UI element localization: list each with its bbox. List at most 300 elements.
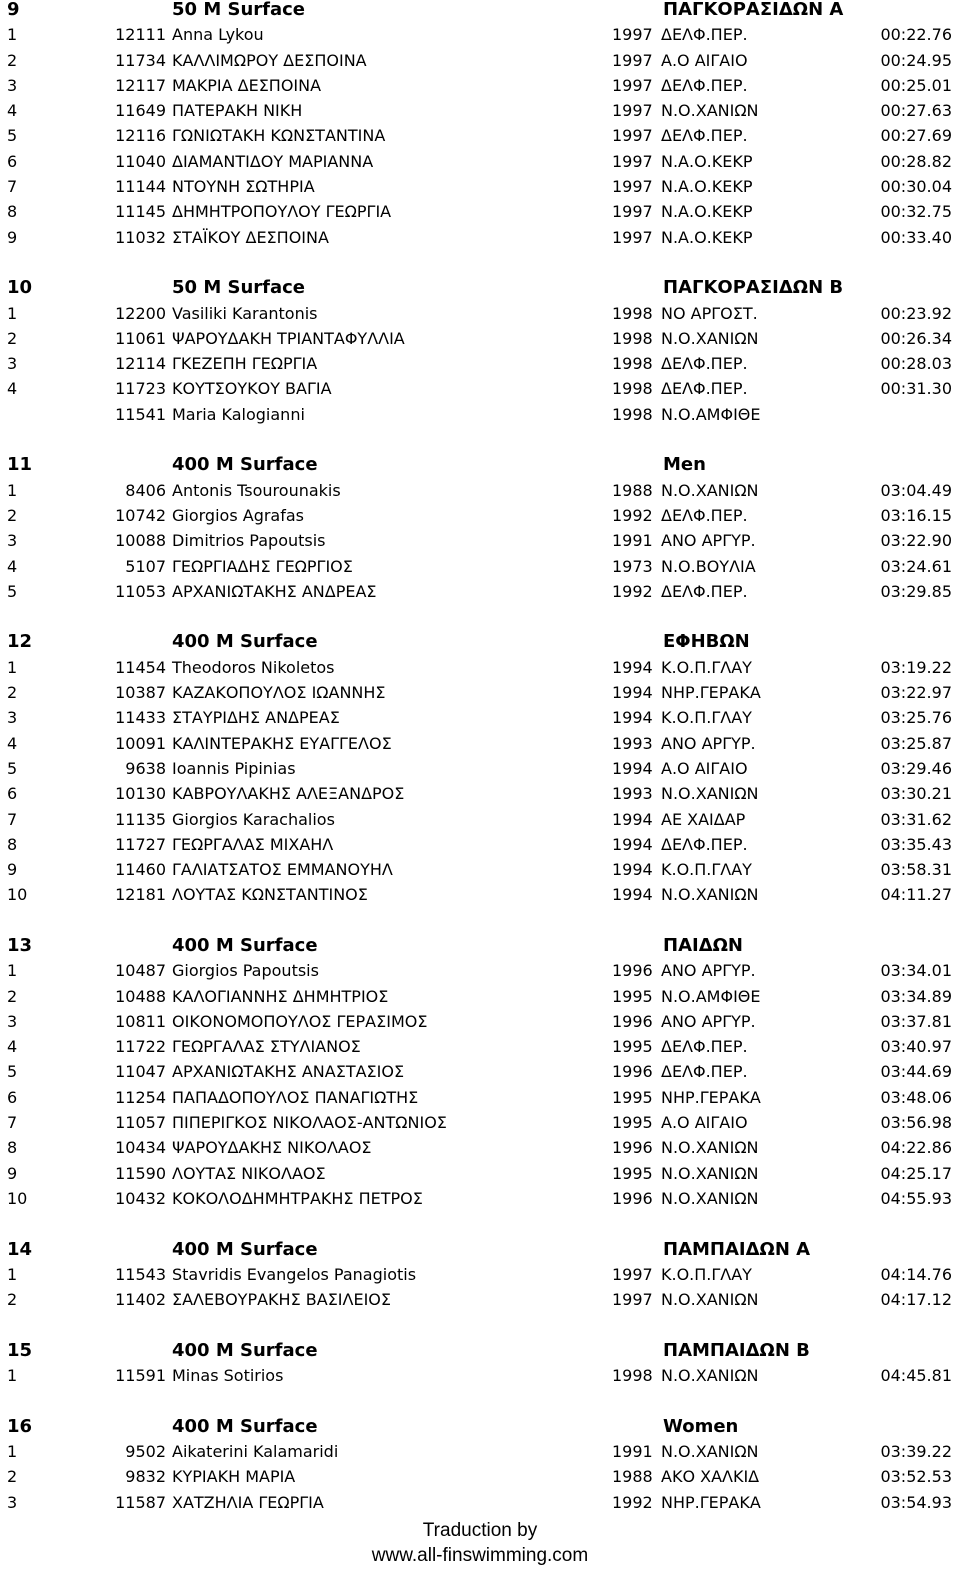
result-name: Maria Kalogianni bbox=[172, 404, 305, 424]
event-title: 50 M Surface bbox=[172, 0, 306, 20]
result-license: 11591 bbox=[115, 1366, 166, 1386]
result-year: 1994 bbox=[612, 860, 653, 880]
result-row bbox=[0, 781, 960, 806]
result-club: Κ.Ο.Π.ΓΛΑΥ bbox=[661, 1264, 752, 1284]
event-category: Men bbox=[663, 454, 706, 476]
result-club: Ν.Ο.ΑΜΦΙΘΕ bbox=[661, 986, 761, 1006]
result-year: 1997 bbox=[612, 1264, 653, 1284]
result-club: ΔΕΛΦ.ΠΕΡ. bbox=[661, 1062, 748, 1082]
result-license: 11649 bbox=[115, 101, 166, 121]
result-name: ΔΙΑΜΑΝΤΙΔΟΥ ΜΑΡΙΑΝΝΑ bbox=[172, 151, 374, 171]
result-license: 11541 bbox=[115, 404, 166, 424]
result-row bbox=[0, 579, 960, 604]
result-time: 03:56.98 bbox=[880, 1113, 952, 1133]
result-time: 00:27.63 bbox=[880, 101, 952, 121]
result-time: 03:34.01 bbox=[880, 961, 952, 981]
event-number: 15 bbox=[7, 1339, 33, 1361]
result-club: Ν.Ο.ΧΑΝΙΩΝ bbox=[661, 1138, 759, 1158]
result-license: 11145 bbox=[115, 202, 166, 222]
result-club: Α.Ο ΑΙΓΑΙΟ bbox=[661, 758, 748, 778]
event-number: 11 bbox=[7, 454, 33, 476]
result-license: 10088 bbox=[115, 531, 166, 551]
result-year: 1997 bbox=[612, 227, 653, 247]
result-club: Ν.Α.Ο.ΚΕΚΡ bbox=[661, 151, 753, 171]
event-number: 12 bbox=[7, 631, 33, 653]
event-category: ΠΑΙΔΩΝ bbox=[663, 934, 743, 956]
result-time: 03:25.87 bbox=[880, 733, 952, 753]
result-club: Ν.Ο.ΧΑΝΙΩΝ bbox=[661, 1366, 759, 1386]
event-header bbox=[0, 933, 960, 958]
result-place: 3 bbox=[7, 75, 18, 95]
result-place: 2 bbox=[7, 328, 18, 348]
result-year: 1995 bbox=[612, 1087, 653, 1107]
result-license: 11454 bbox=[115, 657, 166, 677]
result-place: 5 bbox=[7, 126, 18, 146]
result-year: 1998 bbox=[612, 404, 653, 424]
result-name: Minas Sotirios bbox=[172, 1366, 284, 1386]
result-row bbox=[0, 1059, 960, 1084]
result-row bbox=[0, 1009, 960, 1034]
result-name: ΛΟΥΤΑΣ ΝΙΚΟΛΑΟΣ bbox=[172, 1163, 326, 1183]
event-number: 10 bbox=[7, 277, 33, 299]
result-place: 4 bbox=[7, 379, 18, 399]
result-time: 00:31.30 bbox=[880, 379, 952, 399]
result-license: 11587 bbox=[115, 1492, 166, 1512]
result-license: 11061 bbox=[115, 328, 166, 348]
event-category: ΠΑΓΚΟΡΑΣΙΔΩΝ Α bbox=[663, 0, 844, 20]
result-time: 04:14.76 bbox=[880, 1264, 952, 1284]
result-club: Κ.Ο.Π.ΓΛΑΥ bbox=[661, 860, 752, 880]
result-place: 7 bbox=[7, 177, 18, 197]
result-time: 00:28.82 bbox=[880, 151, 952, 171]
event-title: 400 M Surface bbox=[172, 1339, 318, 1361]
result-row bbox=[0, 478, 960, 503]
result-row bbox=[0, 1186, 960, 1211]
result-club: ΑΝΟ ΑΡΓΥΡ. bbox=[661, 733, 756, 753]
result-name: ΨΑΡΟΥΔΑΚΗ ΤΡΙΑΝΤΑΦΥΛΛΙΑ bbox=[172, 328, 405, 348]
footer-credit: Traduction by bbox=[422, 1520, 538, 1541]
result-name: Giorgios Agrafas bbox=[172, 505, 304, 525]
result-license: 9502 bbox=[125, 1441, 166, 1461]
result-name: ΚΥΡΙΑΚΗ ΜΑΡΙΑ bbox=[172, 1467, 296, 1487]
result-place: 1 bbox=[7, 1264, 18, 1284]
result-time: 03:52.53 bbox=[880, 1467, 952, 1487]
result-name: ΧΑΤΖΗΛΙΑ ΓΕΩΡΓΙΑ bbox=[172, 1492, 324, 1512]
result-club: Ν.Ο.ΧΑΝΙΩΝ bbox=[661, 480, 759, 500]
result-place: 3 bbox=[7, 708, 18, 728]
result-license: 11433 bbox=[115, 708, 166, 728]
result-club: ΔΕΛΦ.ΠΕΡ. bbox=[661, 1037, 748, 1057]
result-place: 3 bbox=[7, 1011, 18, 1031]
result-row bbox=[0, 1262, 960, 1287]
result-place: 8 bbox=[7, 1138, 18, 1158]
result-time: 03:30.21 bbox=[880, 784, 952, 804]
result-row bbox=[0, 984, 960, 1009]
result-place: 6 bbox=[7, 1087, 18, 1107]
result-time: 03:40.97 bbox=[880, 1037, 952, 1057]
result-place: 4 bbox=[7, 733, 18, 753]
event-title: 400 M Surface bbox=[172, 454, 318, 476]
result-time: 03:16.15 bbox=[880, 505, 952, 525]
result-year: 1997 bbox=[612, 202, 653, 222]
result-year: 1998 bbox=[612, 1366, 653, 1386]
result-club: Ν.Ο.ΧΑΝΙΩΝ bbox=[661, 1290, 759, 1310]
result-license: 12114 bbox=[115, 354, 166, 374]
result-time: 03:37.81 bbox=[880, 1011, 952, 1031]
result-name: ΚΑΛΛΙΜΩΡΟΥ ΔΕΣΠΟΙΝΑ bbox=[172, 50, 367, 70]
event-header bbox=[0, 1237, 960, 1262]
result-club: ΝΗΡ.ΓΕΡΑΚΑ bbox=[661, 683, 761, 703]
result-place: 2 bbox=[7, 1290, 18, 1310]
result-name: ΚΟΥΤΣΟΥΚΟΥ ΒΑΓΙΑ bbox=[172, 379, 332, 399]
result-place: 2 bbox=[7, 986, 18, 1006]
result-row bbox=[0, 680, 960, 705]
event-number: 16 bbox=[7, 1415, 33, 1437]
result-club: Ν.Α.Ο.ΚΕΚΡ bbox=[661, 227, 753, 247]
result-name: ΣΤΑΪΚΟΥ ΔΕΣΠΟΙΝΑ bbox=[172, 227, 329, 247]
result-license: 11032 bbox=[115, 227, 166, 247]
event-category: ΠΑΜΠΑΙΔΩΝ Β bbox=[663, 1339, 810, 1361]
event-header bbox=[0, 1414, 960, 1439]
result-name: ΟΙΚΟΝΟΜΟΠΟΥΛΟΣ ΓΕΡΑΣΙΜΟΣ bbox=[172, 1011, 428, 1031]
result-license: 11402 bbox=[115, 1290, 166, 1310]
result-license: 11543 bbox=[115, 1264, 166, 1284]
result-year: 1997 bbox=[612, 151, 653, 171]
result-year: 1994 bbox=[612, 834, 653, 854]
result-name: ΛΟΥΤΑΣ ΚΩΝΣΤΑΝΤΙΝΟΣ bbox=[172, 885, 368, 905]
result-time: 03:34.89 bbox=[880, 986, 952, 1006]
result-license: 11727 bbox=[115, 834, 166, 854]
result-year: 1998 bbox=[612, 379, 653, 399]
result-row bbox=[0, 1161, 960, 1186]
result-row bbox=[0, 503, 960, 528]
result-place: 10 bbox=[7, 1188, 28, 1208]
result-time: 03:22.90 bbox=[880, 531, 952, 551]
result-license: 11047 bbox=[115, 1062, 166, 1082]
result-time: 03:44.69 bbox=[880, 1062, 952, 1082]
result-name: ΚΟΚΟΛΟΔΗΜΗΤΡΑΚΗΣ ΠΕΤΡΟΣ bbox=[172, 1188, 423, 1208]
event-category: Women bbox=[663, 1415, 739, 1437]
result-time: 03:04.49 bbox=[880, 480, 952, 500]
result-year: 1992 bbox=[612, 1492, 653, 1512]
event-category: ΠΑΓΚΟΡΑΣΙΔΩΝ Β bbox=[663, 277, 844, 299]
result-row bbox=[0, 22, 960, 47]
result-club: ΔΕΛΦ.ΠΕΡ. bbox=[661, 75, 748, 95]
result-year: 1997 bbox=[612, 50, 653, 70]
result-row bbox=[0, 807, 960, 832]
result-year: 1996 bbox=[612, 1062, 653, 1082]
result-name: ΓΕΩΡΓΑΛΑΣ ΣΤΥΛΙΑΝΟΣ bbox=[172, 1037, 361, 1057]
result-club: ΔΕΛΦ.ΠΕΡ. bbox=[661, 354, 748, 374]
spacer bbox=[0, 1388, 960, 1413]
result-row bbox=[0, 857, 960, 882]
spacer bbox=[0, 1312, 960, 1337]
result-license: 12116 bbox=[115, 126, 166, 146]
result-place: 5 bbox=[7, 1062, 18, 1082]
result-time: 03:54.93 bbox=[880, 1492, 952, 1512]
result-time: 00:22.76 bbox=[880, 25, 952, 45]
result-row bbox=[0, 1110, 960, 1135]
result-license: 11722 bbox=[115, 1037, 166, 1057]
result-club: Ν.Ο.ΧΑΝΙΩΝ bbox=[661, 784, 759, 804]
result-year: 1993 bbox=[612, 784, 653, 804]
result-place: 6 bbox=[7, 151, 18, 171]
result-row bbox=[0, 326, 960, 351]
result-row bbox=[0, 351, 960, 376]
result-place: 9 bbox=[7, 860, 18, 880]
result-time: 03:35.43 bbox=[880, 834, 952, 854]
result-name: ΣΤΑΥΡΙΔΗΣ ΑΝΔΡΕΑΣ bbox=[172, 708, 340, 728]
result-time: 03:31.62 bbox=[880, 809, 952, 829]
result-place: 1 bbox=[7, 657, 18, 677]
footer-website: www.all-finswimming.com bbox=[371, 1545, 589, 1566]
result-year: 1994 bbox=[612, 683, 653, 703]
result-license: 12200 bbox=[115, 303, 166, 323]
result-year: 1991 bbox=[612, 1441, 653, 1461]
result-year: 1988 bbox=[612, 1467, 653, 1487]
result-club: Ν.Ο.ΧΑΝΙΩΝ bbox=[661, 1163, 759, 1183]
result-row bbox=[0, 1135, 960, 1160]
result-time: 00:23.92 bbox=[880, 303, 952, 323]
result-license: 11040 bbox=[115, 151, 166, 171]
result-row bbox=[0, 1034, 960, 1059]
result-club: Ν.Ο.ΑΜΦΙΘΕ bbox=[661, 404, 761, 424]
result-year: 1998 bbox=[612, 328, 653, 348]
result-place: 4 bbox=[7, 556, 18, 576]
result-year: 1997 bbox=[612, 25, 653, 45]
result-place: 1 bbox=[7, 1441, 18, 1461]
result-time: 03:29.46 bbox=[880, 758, 952, 778]
event-header bbox=[0, 629, 960, 654]
result-club: Ν.Ο.ΧΑΝΙΩΝ bbox=[661, 328, 759, 348]
result-license: 10742 bbox=[115, 505, 166, 525]
result-time: 00:32.75 bbox=[880, 202, 952, 222]
result-row bbox=[0, 1464, 960, 1489]
result-license: 11144 bbox=[115, 177, 166, 197]
result-place: 1 bbox=[7, 25, 18, 45]
result-club: ΑΝΟ ΑΡΓΥΡ. bbox=[661, 531, 756, 551]
event-number: 13 bbox=[7, 934, 33, 956]
result-name: Ioannis Pipinias bbox=[172, 758, 296, 778]
result-club: ΑΝΟ ΑΡΓΥΡ. bbox=[661, 961, 756, 981]
event-title: 400 M Surface bbox=[172, 1415, 318, 1437]
result-time: 04:22.86 bbox=[880, 1138, 952, 1158]
result-row bbox=[0, 225, 960, 250]
result-license: 10487 bbox=[115, 961, 166, 981]
result-name: ΠΑΠΑΔΟΠΟΥΛΟΣ ΠΑΝΑΓΙΩΤΗΣ bbox=[172, 1087, 419, 1107]
result-club: ΝΗΡ.ΓΕΡΑΚΑ bbox=[661, 1087, 761, 1107]
event-title: 400 M Surface bbox=[172, 934, 318, 956]
result-time: 00:25.01 bbox=[880, 75, 952, 95]
result-time: 00:30.04 bbox=[880, 177, 952, 197]
result-row bbox=[0, 1287, 960, 1312]
result-row bbox=[0, 1363, 960, 1388]
result-club: ΑΕ ΧΑΙΔΑΡ bbox=[661, 809, 746, 829]
result-license: 9638 bbox=[125, 758, 166, 778]
result-name: ΜΑΚΡΙΑ ΔΕΣΠΟΙΝΑ bbox=[172, 75, 322, 95]
result-time: 03:58.31 bbox=[880, 860, 952, 880]
result-name: ΚΑΖΑΚΟΠΟΥΛΟΣ ΙΩΑΝΝΗΣ bbox=[172, 683, 386, 703]
result-name: Aikaterini Kalamaridi bbox=[172, 1441, 339, 1461]
event-number: 9 bbox=[7, 0, 20, 20]
result-place: 6 bbox=[7, 784, 18, 804]
result-club: Ν.Ο.ΧΑΝΙΩΝ bbox=[661, 1188, 759, 1208]
result-time: 03:22.97 bbox=[880, 683, 952, 703]
result-club: Ν.Α.Ο.ΚΕΚΡ bbox=[661, 177, 753, 197]
result-row bbox=[0, 554, 960, 579]
result-year: 1997 bbox=[612, 177, 653, 197]
spacer bbox=[0, 1211, 960, 1236]
result-club: Κ.Ο.Π.ΓΛΑΥ bbox=[661, 657, 752, 677]
result-license: 9832 bbox=[125, 1467, 166, 1487]
result-time: 00:27.69 bbox=[880, 126, 952, 146]
result-row bbox=[0, 1085, 960, 1110]
result-name: ΚΑΛΙΝΤΕΡΑΚΗΣ ΕΥΑΓΓΕΛΟΣ bbox=[172, 733, 392, 753]
result-license: 11053 bbox=[115, 581, 166, 601]
result-place: 5 bbox=[7, 758, 18, 778]
result-club: Ν.Ο.ΧΑΝΙΩΝ bbox=[661, 101, 759, 121]
result-year: 1996 bbox=[612, 1188, 653, 1208]
spacer bbox=[0, 604, 960, 629]
result-club: ΑΝΟ ΑΡΓΥΡ. bbox=[661, 1011, 756, 1031]
result-place: 2 bbox=[7, 50, 18, 70]
result-time: 00:28.03 bbox=[880, 354, 952, 374]
event-category: ΕΦΗΒΩΝ bbox=[663, 631, 750, 653]
event-header bbox=[0, 275, 960, 300]
event-title: 400 M Surface bbox=[172, 1238, 318, 1260]
result-time: 03:25.76 bbox=[880, 708, 952, 728]
result-year: 1994 bbox=[612, 708, 653, 728]
result-year: 1996 bbox=[612, 1138, 653, 1158]
result-year: 1994 bbox=[612, 809, 653, 829]
result-name: ΑΡΧΑΝΙΩΤΑΚΗΣ ΑΝΔΡΕΑΣ bbox=[172, 581, 377, 601]
result-time: 03:39.22 bbox=[880, 1441, 952, 1461]
result-place: 1 bbox=[7, 303, 18, 323]
result-year: 1993 bbox=[612, 733, 653, 753]
result-name: ΨΑΡΟΥΔΑΚΗΣ ΝΙΚΟΛΑΟΣ bbox=[172, 1138, 372, 1158]
result-name: Stavridis Evangelos Panagiotis bbox=[172, 1264, 417, 1284]
result-name: Dimitrios Papoutsis bbox=[172, 531, 326, 551]
result-license: 10091 bbox=[115, 733, 166, 753]
result-club: Ν.Ο.ΒΟΥΛΙΑ bbox=[661, 556, 756, 576]
result-row bbox=[0, 882, 960, 907]
event-header bbox=[0, 452, 960, 477]
result-year: 1995 bbox=[612, 1037, 653, 1057]
result-name: ΓΕΩΡΓΙΑΔΗΣ ΓΕΩΡΓΙΟΣ bbox=[172, 556, 353, 576]
result-row bbox=[0, 98, 960, 123]
result-name: ΝΤΟΥΝΗ ΣΩΤΗΡΙΑ bbox=[172, 177, 315, 197]
result-name: ΑΡΧΑΝΙΩΤΑΚΗΣ ΑΝΑΣΤΑΣΙΟΣ bbox=[172, 1062, 405, 1082]
result-club: ΔΕΛΦ.ΠΕΡ. bbox=[661, 581, 748, 601]
result-name: ΚΑΒΡΟΥΛΑΚΗΣ ΑΛΕΞΑΝΔΡΟΣ bbox=[172, 784, 405, 804]
result-place: 8 bbox=[7, 202, 18, 222]
result-year: 1994 bbox=[612, 885, 653, 905]
result-time: 00:33.40 bbox=[880, 227, 952, 247]
event-title: 400 M Surface bbox=[172, 631, 318, 653]
result-time: 03:29.85 bbox=[880, 581, 952, 601]
result-name: ΓΚΕΖΕΠΗ ΓΕΩΡΓΙΑ bbox=[172, 354, 318, 374]
result-license: 12117 bbox=[115, 75, 166, 95]
result-club: ΔΕΛΦ.ΠΕΡ. bbox=[661, 834, 748, 854]
result-club: ΔΕΛΦ.ΠΕΡ. bbox=[661, 126, 748, 146]
result-name: ΓΩΝΙΩΤΑΚΗ ΚΩΝΣΤΑΝΤΙΝΑ bbox=[172, 126, 386, 146]
result-license: 11254 bbox=[115, 1087, 166, 1107]
result-year: 1997 bbox=[612, 1290, 653, 1310]
result-place: 3 bbox=[7, 1492, 18, 1512]
result-row bbox=[0, 655, 960, 680]
result-year: 1991 bbox=[612, 531, 653, 551]
result-name: ΔΗΜΗΤΡΟΠΟΥΛΟΥ ΓΕΩΡΓΙΑ bbox=[172, 202, 392, 222]
result-place: 2 bbox=[7, 683, 18, 703]
result-year: 1996 bbox=[612, 961, 653, 981]
result-place: 10 bbox=[7, 885, 28, 905]
result-place: 9 bbox=[7, 227, 18, 247]
result-year: 1988 bbox=[612, 480, 653, 500]
result-name: ΠΙΠΕΡΙΓΚΟΣ ΝΙΚΟΛΑΟΣ-ΑΝΤΩΝΙΟΣ bbox=[172, 1113, 447, 1133]
result-license: 10130 bbox=[115, 784, 166, 804]
spacer bbox=[0, 427, 960, 452]
result-club: Ν.Ο.ΧΑΝΙΩΝ bbox=[661, 885, 759, 905]
result-club: ΝΗΡ.ΓΕΡΑΚΑ bbox=[661, 1492, 761, 1512]
footer bbox=[0, 1518, 960, 1568]
event-number: 14 bbox=[7, 1238, 33, 1260]
result-club: ΑΚΟ ΧΑΛΚΙΔ bbox=[661, 1467, 760, 1487]
result-license: 11135 bbox=[115, 809, 166, 829]
result-license: 8406 bbox=[125, 480, 166, 500]
result-license: 11057 bbox=[115, 1113, 166, 1133]
result-time: 04:11.27 bbox=[880, 885, 952, 905]
result-club: ΔΕΛΦ.ΠΕΡ. bbox=[661, 25, 748, 45]
result-license: 11590 bbox=[115, 1163, 166, 1183]
result-year: 1997 bbox=[612, 101, 653, 121]
result-club: Ν.Α.Ο.ΚΕΚΡ bbox=[661, 202, 753, 222]
result-row bbox=[0, 174, 960, 199]
result-place: 3 bbox=[7, 354, 18, 374]
result-license: 12111 bbox=[115, 25, 166, 45]
result-row bbox=[0, 528, 960, 553]
result-name: ΚΑΛΟΓΙΑΝΝΗΣ ΔΗΜΗΤΡΙΟΣ bbox=[172, 986, 389, 1006]
result-license: 10387 bbox=[115, 683, 166, 703]
spacer bbox=[0, 908, 960, 933]
result-club: ΔΕΛΦ.ΠΕΡ. bbox=[661, 379, 748, 399]
result-year: 1992 bbox=[612, 505, 653, 525]
result-license: 12181 bbox=[115, 885, 166, 905]
result-name: ΣΑΛΕΒΟΥΡΑΚΗΣ ΒΑΣΙΛΕΙΟΣ bbox=[172, 1290, 391, 1310]
result-place: 9 bbox=[7, 1163, 18, 1183]
result-club: Α.Ο ΑΙΓΑΙΟ bbox=[661, 50, 748, 70]
result-row bbox=[0, 301, 960, 326]
result-license: 10488 bbox=[115, 986, 166, 1006]
result-time: 04:55.93 bbox=[880, 1188, 952, 1208]
result-club: Ν.Ο.ΧΑΝΙΩΝ bbox=[661, 1441, 759, 1461]
result-club: Κ.Ο.Π.ΓΛΑΥ bbox=[661, 708, 752, 728]
result-license: 11723 bbox=[115, 379, 166, 399]
event-category: ΠΑΜΠΑΙΔΩΝ Α bbox=[663, 1238, 811, 1260]
result-time: 03:48.06 bbox=[880, 1087, 952, 1107]
result-place: 7 bbox=[7, 1113, 18, 1133]
result-club: Α.Ο ΑΙΓΑΙΟ bbox=[661, 1113, 748, 1133]
result-time: 04:25.17 bbox=[880, 1163, 952, 1183]
result-year: 1994 bbox=[612, 758, 653, 778]
result-club: ΝΟ ΑΡΓΟΣΤ. bbox=[661, 303, 758, 323]
result-place: 2 bbox=[7, 1467, 18, 1487]
result-row bbox=[0, 705, 960, 730]
result-place: 1 bbox=[7, 480, 18, 500]
result-row bbox=[0, 149, 960, 174]
result-row bbox=[0, 832, 960, 857]
result-row bbox=[0, 402, 960, 427]
result-row bbox=[0, 199, 960, 224]
